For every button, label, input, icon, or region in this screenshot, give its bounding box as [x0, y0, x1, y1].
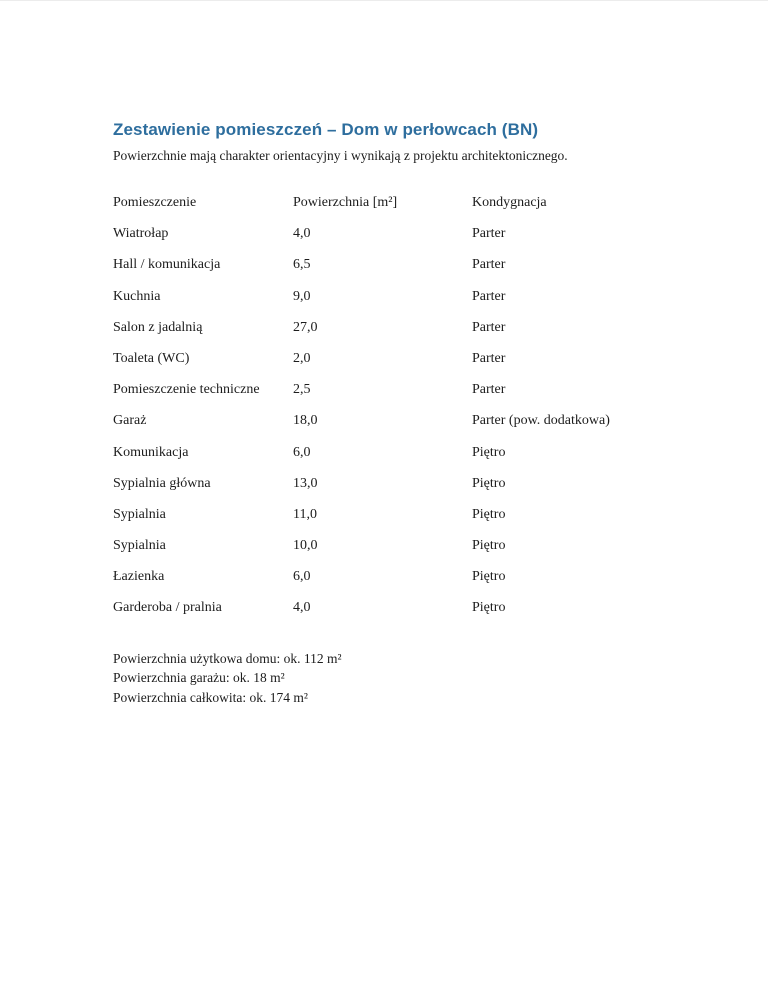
room-floor: Parter — [472, 350, 506, 366]
room-name: Toaleta (WC) — [113, 350, 190, 366]
room-name: Hall / komunikacja — [113, 257, 221, 273]
room-floor: Parter — [472, 257, 506, 273]
table-row — [113, 381, 673, 412]
room-name: Garaż — [113, 413, 147, 429]
page-title: Zestawienie pomieszczeń – Dom w perłowcach (BN) — [113, 120, 539, 139]
table-row — [113, 599, 673, 630]
table-row — [113, 319, 673, 350]
room-name: Kuchnia — [113, 288, 161, 304]
room-name: Wiatrołap — [113, 226, 169, 242]
room-area: 6,0 — [293, 444, 311, 460]
room-area: 13,0 — [293, 475, 318, 491]
room-area: 27,0 — [293, 319, 318, 335]
summary-block — [113, 649, 533, 707]
room-name: Garderoba / pralnia — [113, 600, 222, 616]
room-floor: Parter (pow. dodatkowa) — [472, 413, 610, 429]
room-floor: Piętro — [472, 444, 506, 460]
table-row — [113, 537, 673, 568]
room-floor: Parter — [472, 288, 506, 304]
table-row — [113, 506, 673, 537]
table-row — [113, 412, 673, 443]
room-floor: Piętro — [472, 506, 506, 522]
table-row — [113, 288, 673, 319]
page-subtitle: Powierzchnie mają charakter orientacyjny i wynikają z projektu architektonicznego. — [113, 148, 568, 163]
summary-usable-area: Powierzchnia użytkowa domu: ok. 112 m² — [113, 651, 342, 666]
room-name: Sypialnia — [113, 506, 166, 522]
summary-total-area: Powierzchnia całkowita: ok. 174 m² — [113, 689, 308, 705]
room-name: Łazienka — [113, 569, 165, 585]
table-row — [113, 225, 673, 256]
room-area: 6,0 — [293, 569, 311, 585]
room-area: 4,0 — [293, 600, 311, 616]
room-floor: Parter — [472, 382, 506, 398]
room-name: Salon z jadalnią — [113, 319, 203, 335]
room-floor: Parter — [472, 226, 506, 242]
summary-garage-area: Powierzchnia garażu: ok. 18 m² — [113, 670, 285, 686]
room-floor: Piętro — [472, 538, 506, 554]
room-floor: Parter — [472, 319, 506, 335]
column-header-room: Pomieszczenie — [113, 195, 197, 210]
room-area: 6,5 — [293, 257, 311, 273]
column-header-floor: Kondygnacja — [472, 195, 547, 210]
table-row — [113, 475, 673, 506]
table-row — [113, 350, 673, 381]
room-area: 2,5 — [293, 382, 311, 398]
table-row — [113, 256, 673, 287]
room-name: Sypialnia — [113, 538, 166, 554]
column-header-area: Powierzchnia [m²] — [293, 195, 398, 210]
room-name: Komunikacja — [113, 444, 189, 460]
table-row — [113, 568, 673, 599]
room-area: 18,0 — [293, 413, 318, 429]
room-area: 9,0 — [293, 288, 311, 304]
room-area: 2,0 — [293, 350, 311, 366]
room-floor: Piętro — [472, 569, 506, 585]
rooms-table-body — [113, 225, 673, 630]
table-row — [113, 444, 673, 475]
room-name: Sypialnia główna — [113, 475, 211, 491]
rooms-table — [113, 194, 673, 631]
room-name: Pomieszczenie techniczne — [113, 382, 260, 398]
room-floor: Piętro — [472, 600, 506, 616]
room-area: 4,0 — [293, 226, 311, 242]
room-area: 10,0 — [293, 538, 318, 554]
room-floor: Piętro — [472, 475, 506, 491]
table-header-row — [113, 194, 673, 225]
room-area: 11,0 — [293, 506, 317, 522]
